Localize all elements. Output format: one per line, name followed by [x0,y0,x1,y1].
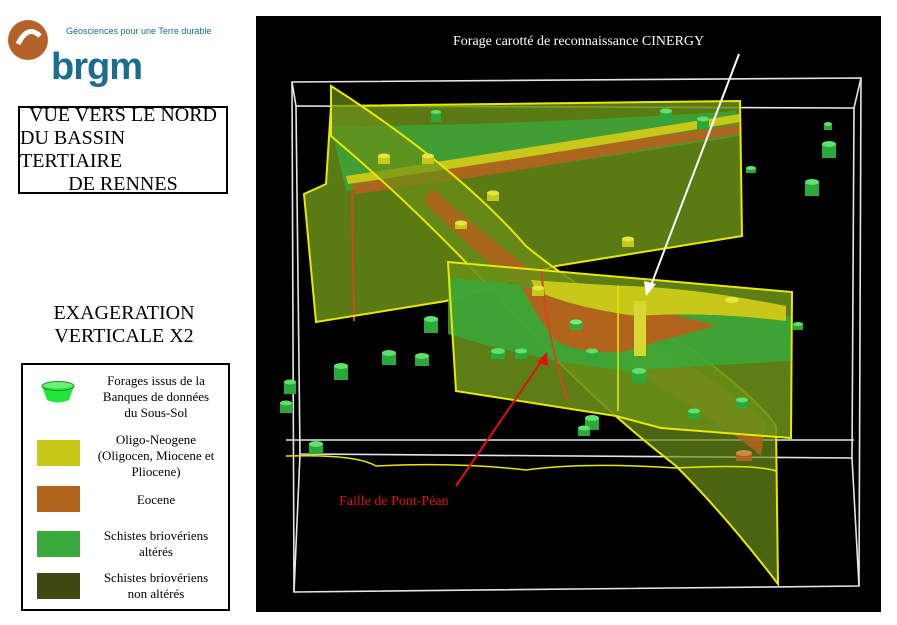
title-line-1: VUE VERS LE NORD [29,104,217,126]
eocene-swatch [37,486,80,512]
legend-label-boreholes: Forages issus de la Banques de données du Sous-Sol [102,373,210,420]
title-line-2: DU BASSIN TERTIAIRE [20,127,126,172]
altered-schists-swatch [37,531,80,557]
legend-label-unaltered-schists: Schistes briovériens non altérés [103,570,209,601]
model-svg [256,16,881,612]
logo-name: brgm [51,46,142,88]
brgm-logo-icon [6,16,56,66]
borehole-annotation: Forage carotté de reconnaissance CINERGY [453,34,705,49]
fault-annotation: Faille de Pont-Péan [339,494,449,509]
geological-3d-model [256,16,881,612]
vertical-exaggeration [18,302,230,348]
exaggeration-line-1: EXAGERATION [53,302,195,324]
legend-label-eocene: Eocene [136,492,176,507]
legend-label-altered-schists: Schistes briovériens altérés [103,528,209,559]
brgm-logo [6,6,246,86]
borehole-swatch-icon [37,379,80,405]
title-line-3: DE RENNES [68,173,178,195]
exaggeration-line-2: VERTICALE X2 [54,325,194,347]
oligo-neogene-swatch [37,440,80,466]
unaltered-schists-swatch [37,573,80,599]
legend-label-oligo-neogene: Oligo-Neogene (Oligocen, Miocene et Pliocene) [97,432,215,479]
view-title [18,106,228,194]
legend [21,363,230,611]
logo-tagline: Géosciences pour une Terre durable [66,26,212,36]
